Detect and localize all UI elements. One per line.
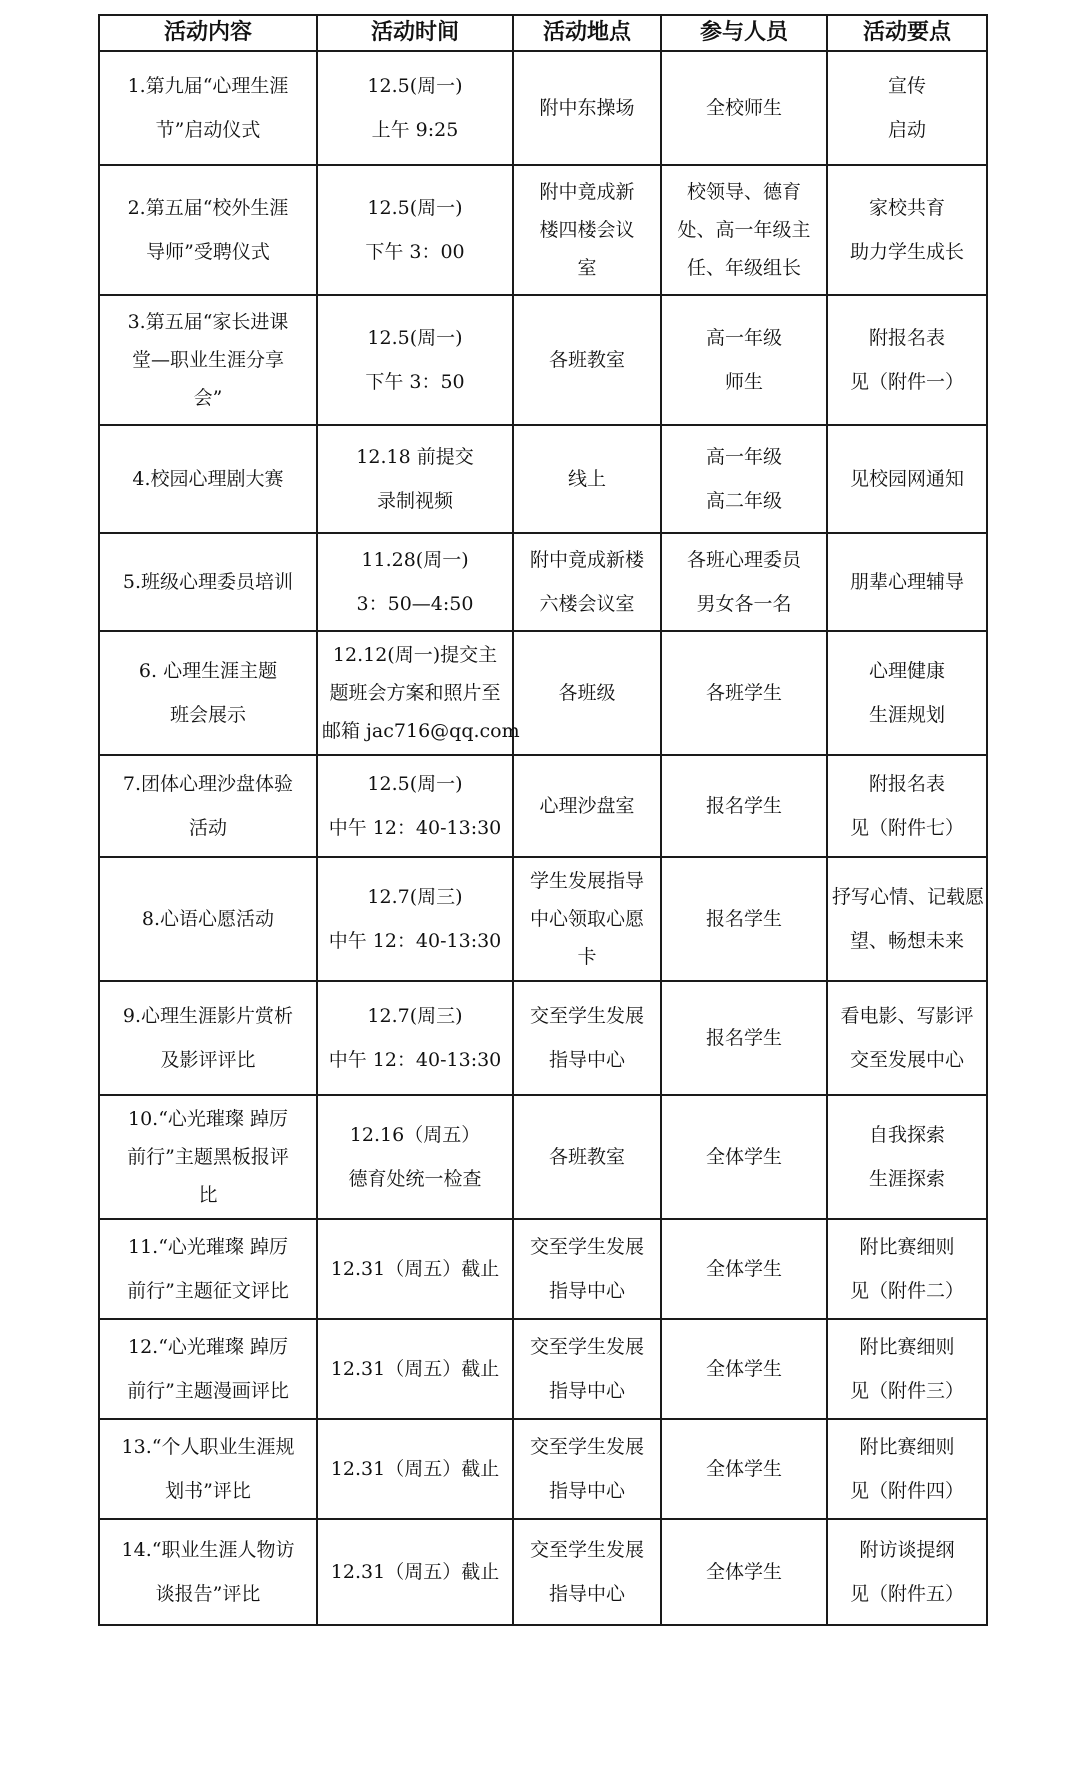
cell-activity-content	[99, 1319, 317, 1419]
cell-text-line: 卡	[577, 946, 597, 968]
cell-text-line: 8.心语心愿活动	[141, 908, 275, 930]
cell-text-line: 中心领取心愿	[529, 908, 644, 930]
cell-activity-content	[99, 533, 317, 631]
cell-activity-place	[513, 1219, 661, 1319]
table-row	[99, 1419, 987, 1519]
cell-participants	[661, 1095, 827, 1219]
cell-text-line: 3.第五届“家长进课	[127, 311, 289, 333]
cell-activity-time	[317, 857, 513, 981]
cell-text-line: 处、高一年级主	[677, 219, 811, 241]
cell-text-line: 12.31（周五）截止	[330, 1458, 500, 1480]
cell-key-points	[827, 1419, 987, 1519]
cell-text-line: 见校园网通知	[849, 468, 964, 490]
cell-text-line: 5.班级心理委员培训	[122, 571, 294, 593]
cell-activity-place	[513, 1519, 661, 1625]
header-activity-time: 活动时间	[317, 15, 513, 51]
table-row	[99, 755, 987, 857]
cell-activity-content	[99, 1419, 317, 1519]
cell-activity-place	[513, 631, 661, 755]
header-row	[99, 15, 987, 51]
cell-text-line: 2.第五届“校外生涯	[127, 197, 289, 219]
cell-text-line: 及影评评比	[160, 1049, 256, 1071]
cell-text-line: 线上	[567, 468, 606, 490]
cell-text-line: 全校师生	[705, 97, 782, 119]
cell-text-line: 邮箱 jac716@qq.com	[322, 720, 520, 742]
cell-text-line: 朋辈心理辅导	[849, 571, 964, 593]
cell-activity-time	[317, 631, 520, 755]
cell-text-line: 启动	[887, 119, 926, 141]
cell-text-line: 指导中心	[548, 1380, 625, 1402]
table-row	[99, 631, 987, 755]
cell-text-line: 见（附件三）	[849, 1380, 964, 1402]
table-row	[99, 1519, 987, 1625]
cell-text-line: 报名学生	[705, 1027, 782, 1049]
cell-activity-time	[317, 425, 513, 533]
cell-text-line: 9.心理生涯影片赏析	[122, 1005, 294, 1027]
cell-activity-content	[99, 755, 317, 857]
cell-text-line: 10.“心光璀璨 踔厉	[128, 1108, 288, 1130]
cell-text-line: 12.7(周三)	[367, 1005, 463, 1027]
cell-text-line: 交至学生发展	[529, 1539, 644, 1561]
cell-text-line: 高一年级	[705, 327, 782, 349]
cell-activity-time	[317, 1419, 513, 1519]
cell-activity-time	[317, 1219, 513, 1319]
cell-participants	[661, 1319, 827, 1419]
cell-key-points	[827, 1519, 987, 1625]
cell-text-line: 各班学生	[705, 682, 782, 704]
cell-text-line: 12.5(周一)	[367, 197, 463, 219]
cell-text-line: 划书”评比	[165, 1480, 251, 1502]
cell-text-line: 心理沙盘室	[539, 795, 635, 817]
table-row	[99, 165, 987, 295]
cell-text-line: 各班心理委员	[686, 549, 801, 571]
cell-text-line: 自我探索	[868, 1124, 945, 1146]
cell-text-line: 1.第九届“心理生涯	[127, 75, 289, 97]
cell-text-line: 导师”受聘仪式	[146, 241, 270, 263]
cell-text-line: 六楼会议室	[539, 593, 635, 615]
cell-activity-place	[513, 425, 661, 533]
cell-text-line: 附比赛细则	[859, 1236, 955, 1258]
cell-participants	[661, 295, 827, 425]
cell-participants	[661, 1519, 827, 1625]
cell-activity-place	[513, 755, 661, 857]
cell-activity-content	[99, 857, 317, 981]
cell-text-line: 报名学生	[705, 795, 782, 817]
cell-activity-content	[99, 1219, 317, 1319]
cell-text-line: 交至学生发展	[529, 1236, 644, 1258]
cell-text-line: 各班教室	[548, 349, 625, 371]
cell-text-line: 12.31（周五）截止	[330, 1358, 500, 1380]
cell-activity-time	[317, 981, 513, 1095]
cell-text-line: 中午 12：40-13:30	[328, 1049, 502, 1071]
cell-participants	[661, 981, 827, 1095]
cell-activity-place	[513, 165, 661, 295]
cell-key-points	[827, 295, 987, 425]
cell-text-line: 各班教室	[548, 1146, 625, 1168]
cell-activity-content	[99, 981, 317, 1095]
header-activity-place: 活动地点	[513, 15, 661, 51]
cell-text-line: 7.团体心理沙盘体验	[122, 773, 294, 795]
cell-participants	[661, 51, 827, 165]
cell-text-line: 录制视频	[376, 490, 453, 512]
cell-text-line: 见（附件五）	[849, 1583, 964, 1605]
cell-text-line: 各班级	[558, 682, 616, 704]
cell-text-line: 全体学生	[705, 1458, 782, 1480]
cell-text-line: 心理健康	[868, 660, 945, 682]
cell-key-points	[827, 533, 987, 631]
cell-text-line: 室	[577, 257, 597, 279]
cell-text-line: 12.12(周一)提交主	[332, 644, 498, 666]
cell-text-line: 全体学生	[705, 1561, 782, 1583]
cell-text-line: 12.5(周一)	[367, 75, 463, 97]
cell-text-line: 见（附件七）	[849, 817, 964, 839]
cell-text-line: 11.“心光璀璨 踔厉	[128, 1236, 288, 1258]
cell-activity-place	[513, 1319, 661, 1419]
table-row	[99, 1219, 987, 1319]
cell-text-line: 见（附件二）	[849, 1280, 964, 1302]
cell-key-points	[827, 981, 987, 1095]
cell-activity-place	[513, 1419, 661, 1519]
cell-text-line: 会”	[193, 387, 223, 409]
cell-text-line: 附中竟成新	[539, 181, 635, 203]
cell-activity-time	[317, 165, 513, 295]
cell-participants	[661, 1219, 827, 1319]
cell-text-line: 全体学生	[705, 1146, 782, 1168]
header-key-points: 活动要点	[827, 15, 987, 51]
cell-text-line: 谈报告”评比	[155, 1583, 261, 1605]
cell-text-line: 附中东操场	[539, 97, 635, 119]
activity-schedule-table	[98, 14, 988, 1626]
cell-text-line: 下午 3：00	[365, 241, 465, 263]
cell-activity-time	[317, 1319, 513, 1419]
table-row	[99, 51, 987, 165]
cell-text-line: 班会展示	[169, 704, 246, 726]
cell-activity-place	[513, 981, 661, 1095]
cell-text-line: 12.16（周五）	[349, 1124, 481, 1146]
cell-participants	[661, 631, 827, 755]
cell-text-line: 14.“职业生涯人物访	[121, 1539, 295, 1561]
cell-activity-time	[317, 1095, 513, 1219]
cell-text-line: 交至学生发展	[529, 1336, 644, 1358]
header-participants: 参与人员	[661, 15, 827, 51]
cell-text-line: 家校共育	[868, 197, 945, 219]
cell-text-line: 活动	[188, 817, 227, 839]
cell-text-line: 见（附件一）	[849, 371, 964, 393]
cell-text-line: 任、年级组长	[686, 257, 801, 279]
cell-activity-content	[99, 631, 317, 755]
cell-activity-place	[513, 533, 661, 631]
cell-text-line: 13.“个人职业生涯规	[121, 1436, 295, 1458]
cell-key-points	[827, 51, 987, 165]
cell-key-points	[827, 1219, 987, 1319]
cell-text-line: 助力学生成长	[849, 241, 964, 263]
cell-text-line: 交至发展中心	[849, 1049, 964, 1071]
table-body	[99, 51, 987, 1625]
cell-text-line: 师生	[724, 371, 763, 393]
cell-activity-place	[513, 295, 661, 425]
cell-key-points	[827, 1319, 987, 1419]
cell-text-line: 堂—职业生涯分享	[131, 349, 284, 371]
cell-participants	[661, 857, 827, 981]
cell-activity-place	[513, 857, 661, 981]
cell-text-line: 交至学生发展	[529, 1436, 644, 1458]
cell-activity-time	[317, 51, 513, 165]
cell-activity-content	[99, 1519, 317, 1625]
header-activity-content: 活动内容	[99, 15, 317, 51]
cell-text-line: 4.校园心理剧大赛	[132, 468, 284, 490]
cell-text-line: 男女各一名	[696, 593, 792, 615]
cell-activity-time	[317, 755, 513, 857]
cell-text-line: 12.18 前提交	[356, 446, 474, 468]
cell-key-points	[827, 755, 987, 857]
cell-text-line: 高二年级	[705, 490, 782, 512]
cell-activity-time	[317, 533, 513, 631]
cell-text-line: 下午 3：50	[365, 371, 465, 393]
cell-text-line: 德育处统一检查	[348, 1168, 482, 1190]
cell-text-line: 前行”主题漫画评比	[127, 1380, 289, 1402]
cell-participants	[661, 533, 827, 631]
cell-text-line: 附比赛细则	[859, 1436, 955, 1458]
cell-text-line: 看电影、写影评	[840, 1005, 974, 1027]
cell-activity-place	[513, 1095, 661, 1219]
cell-text-line: 高一年级	[705, 446, 782, 468]
cell-text-line: 指导中心	[548, 1583, 625, 1605]
table-row	[99, 981, 987, 1095]
cell-text-line: 生涯规划	[868, 704, 945, 726]
cell-text-line: 全体学生	[705, 1258, 782, 1280]
cell-text-line: 前行”主题征文评比	[127, 1280, 289, 1302]
table-row	[99, 425, 987, 533]
cell-activity-content	[99, 51, 317, 165]
table-row	[99, 1095, 987, 1219]
table-row	[99, 1319, 987, 1419]
cell-key-points	[827, 857, 987, 981]
cell-text-line: 附报名表	[868, 773, 945, 795]
cell-text-line: 上午 9:25	[371, 119, 459, 141]
cell-text-line: 望、畅想未来	[849, 930, 964, 952]
cell-text-line: 校领导、德育	[686, 181, 801, 203]
cell-text-line: 节”启动仪式	[155, 119, 261, 141]
cell-activity-content	[99, 295, 317, 425]
cell-participants	[661, 1419, 827, 1519]
cell-text-line: 附中竟成新楼	[529, 549, 644, 571]
cell-text-line: 中午 12：40-13:30	[328, 817, 502, 839]
cell-key-points	[827, 425, 987, 533]
cell-participants	[661, 755, 827, 857]
cell-text-line: 见（附件四）	[849, 1480, 964, 1502]
table-row	[99, 857, 987, 981]
cell-key-points	[827, 1095, 987, 1219]
cell-text-line: 宣传	[887, 75, 926, 97]
cell-participants	[661, 425, 827, 533]
cell-text-line: 12.5(周一)	[367, 773, 463, 795]
cell-text-line: 12.31（周五）截止	[330, 1561, 500, 1583]
cell-text-line: 附比赛细则	[859, 1336, 955, 1358]
cell-text-line: 12.31（周五）截止	[330, 1258, 500, 1280]
document-page	[98, 14, 986, 1626]
cell-text-line: 中午 12：40-13:30	[328, 930, 502, 952]
cell-text-line: 生涯探索	[868, 1168, 945, 1190]
cell-activity-content	[99, 165, 317, 295]
cell-text-line: 附访谈提纲	[859, 1539, 955, 1561]
cell-activity-place	[513, 51, 661, 165]
cell-activity-content	[99, 1095, 317, 1219]
cell-text-line: 题班会方案和照片至	[329, 682, 501, 704]
table-row	[99, 533, 987, 631]
cell-text-line: 前行”主题黑板报评	[127, 1146, 289, 1168]
cell-text-line: 抒写心情、记载愿	[832, 886, 985, 908]
cell-activity-content	[99, 425, 317, 533]
cell-text-line: 报名学生	[705, 908, 782, 930]
cell-participants	[661, 165, 827, 295]
cell-activity-time	[317, 1519, 513, 1625]
table-row	[99, 295, 987, 425]
cell-text-line: 指导中心	[548, 1480, 625, 1502]
cell-text-line: 楼四楼会议	[539, 219, 635, 241]
cell-text-line: 12.5(周一)	[367, 327, 463, 349]
cell-key-points	[827, 165, 987, 295]
cell-activity-time	[317, 295, 513, 425]
cell-text-line: 12.7(周三)	[367, 886, 463, 908]
cell-text-line: 3：50—4:50	[356, 593, 474, 615]
cell-text-line: 比	[198, 1184, 218, 1206]
cell-key-points	[827, 631, 987, 755]
cell-text-line: 附报名表	[868, 327, 945, 349]
cell-text-line: 指导中心	[548, 1280, 625, 1302]
cell-text-line: 全体学生	[705, 1358, 782, 1380]
cell-text-line: 学生发展指导	[529, 870, 644, 892]
cell-text-line: 6. 心理生涯主题	[138, 660, 278, 682]
cell-text-line: 12.“心光璀璨 踔厉	[128, 1336, 288, 1358]
cell-text-line: 11.28(周一)	[361, 549, 469, 571]
cell-text-line: 指导中心	[548, 1049, 625, 1071]
cell-text-line: 交至学生发展	[529, 1005, 644, 1027]
